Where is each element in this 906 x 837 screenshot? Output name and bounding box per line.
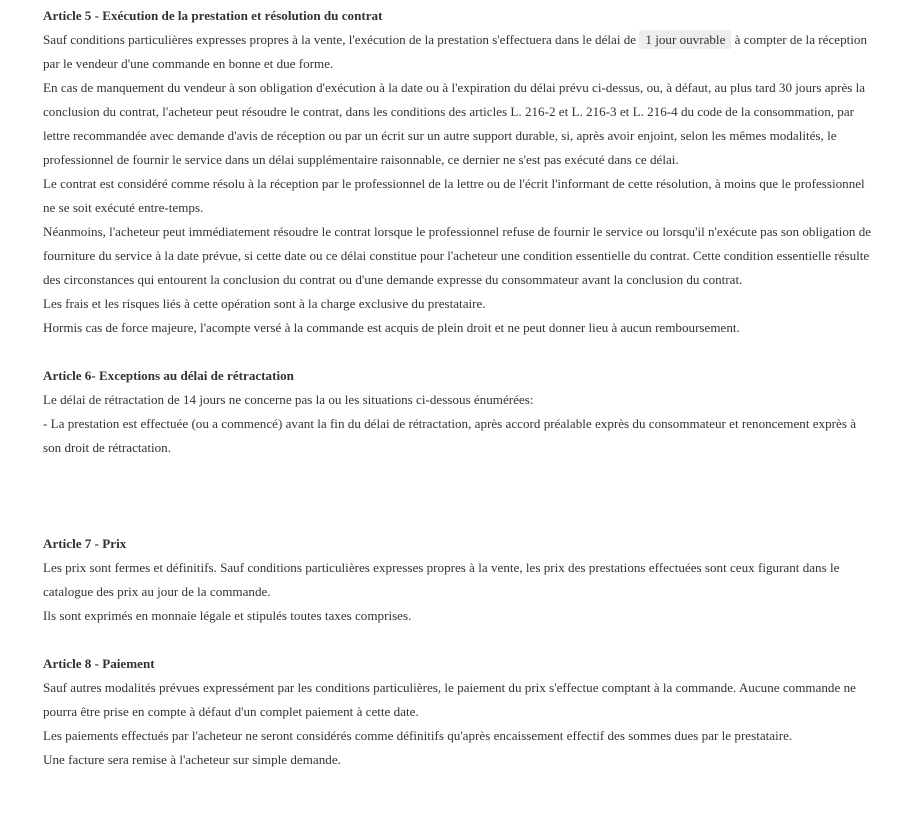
spacer <box>43 340 873 364</box>
article-5-p1-text-before: Sauf conditions particulières expresses propres à la vente, l'exécution de la prestation s'effectuera dans le délai de <box>43 32 640 47</box>
article-7 <box>43 532 873 628</box>
article-6-paragraph-1: Le délai de rétractation de 14 jours ne concerne pas la ou les situations ci-dessous énumérées: <box>43 392 534 407</box>
article-5-paragraph-1 <box>43 28 873 76</box>
article-5-title: Article 5 - Exécution de la prestation et résolution du contrat <box>43 8 383 23</box>
delivery-delay-highlight: 1 jour ouvrable <box>639 30 731 49</box>
article-5 <box>43 4 873 340</box>
article-5-paragraph-2: En cas de manquement du vendeur à son obligation d'exécution à la date ou à l'expiration du délai prévu ci-dessus, ou, à défaut, au plus tard 30 jours après la conclusion du contrat, l'acheteur peut résoudre le contrat, dans les conditions des articles L. 216-2 et L. 216-3 et L. 216-4 du code de la consommation, par lettre recommandée avec demande d'avis de réception ou par un écrit sur un autre support durable, si, après avoir enjoint, selon les mêmes modalités, le professionnel de fournir le service dans un délai supplémentaire raisonnable, ce dernier ne s'est pas exécuté dans ce délai. <box>43 80 866 167</box>
article-6 <box>43 364 873 460</box>
article-5-paragraph-5: Les frais et les risques liés à cette opération sont à la charge exclusive du prestataire. <box>43 296 486 311</box>
article-7-paragraph-2: Ils sont exprimés en monnaie légale et stipulés toutes taxes comprises. <box>43 608 412 623</box>
article-5-p1-text-after: à compter de la réception par le vendeur d'une commande en bonne et due forme. <box>43 32 867 71</box>
article-8-title: Article 8 - Paiement <box>43 656 155 671</box>
article-5-paragraph-6: Hormis cas de force majeure, l'acompte versé à la commande est acquis de plein droit et ne peut donner lieu à aucun remboursement. <box>43 320 740 335</box>
terms-document <box>43 4 873 772</box>
article-8 <box>43 652 873 772</box>
article-6-title: Article 6- Exceptions au délai de rétractation <box>43 368 294 383</box>
article-5-paragraph-3: Le contrat est considéré comme résolu à la réception par le professionnel de la lettre ou de l'écrit l'informant de cette résolution, à moins que le professionnel ne se soit exécuté entre-temps. <box>43 176 865 215</box>
spacer <box>43 628 873 652</box>
spacer <box>43 460 873 532</box>
article-8-paragraph-3: Une facture sera remise à l'acheteur sur simple demande. <box>43 752 341 767</box>
article-7-title: Article 7 - Prix <box>43 536 127 551</box>
article-5-paragraph-4: Néanmoins, l'acheteur peut immédiatement résoudre le contrat lorsque le professionnel refuse de fournir le service ou lorsqu'il n'exécute pas son obligation de fourniture du service à la date prévue, si cette date ou ce délai constitue pour l'acheteur une condition essentielle du contrat. Cette condition essentielle résulte des circonstances qui entourent la conclusion du contrat ou d'une demande expresse du consommateur avant la conclusion du contrat. <box>43 224 872 287</box>
article-8-paragraph-2: Les paiements effectués par l'acheteur ne seront considérés comme définitifs qu'après encaissement effectif des sommes dues par le prestataire. <box>43 728 793 743</box>
article-6-paragraph-2: - La prestation est effectuée (ou a commencé) avant la fin du délai de rétractation, après accord préalable exprès du consommateur et renoncement exprès à son droit de rétractation. <box>43 416 857 455</box>
article-7-paragraph-1: Les prix sont fermes et définitifs. Sauf conditions particulières expresses propres à la vente, les prix des prestations effectuées sont ceux figurant dans le catalogue des prix au jour de la commande. <box>43 560 840 599</box>
article-8-paragraph-1: Sauf autres modalités prévues expressément par les conditions particulières, le paiement du prix s'effectue comptant à la commande. Aucune commande ne pourra être prise en compte à défaut d'un complet paiement à cette date. <box>43 680 856 719</box>
